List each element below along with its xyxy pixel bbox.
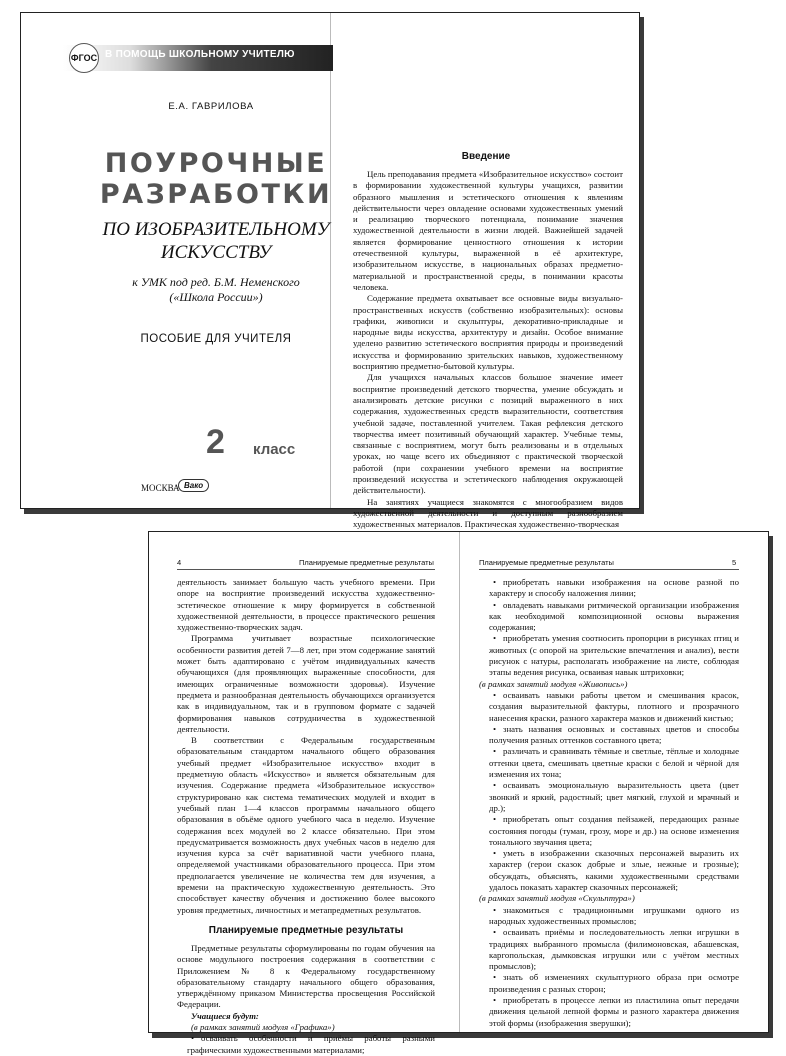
book-subtitle [61,218,371,264]
list-item: • приобретать в процессе лепки из пластилина опыт передачи движения цельной лепной формы и разного характера движения этой формы (изображения зверушки); [479,995,739,1029]
content-spread [148,531,769,1055]
list-item: • уметь в изображении сказочных персонажей выразить их характер (герои сказок добрые и злые, нежные и грозные); обсуждать, объяснять, какими художественными средствами удалось показать характер сказочных персонажей; [479,848,739,893]
list-item: • приобретать опыт создания пейзажей, передающих разные состояния погоды (туман, грозу, море и др.) на основе изменения тонального звучания цвета; [479,814,739,848]
subtitle-line: ИСКУССТВУ [160,242,272,263]
grade-word: класс [253,441,296,458]
list-item: • приобретать умения соотносить пропорции в рисунках птиц и животных (с опорой на зрительские впечатления и анализ), вести рисунок с натуры, располагать изображение на листе, соблюдая этапы ведения рисунка, осваивая навык штриховки; [479,633,739,678]
module-note: (в рамках занятий модуля «Живопись») [479,678,628,689]
list-item: • осваивать приёмы и последовательность лепки игрушки в традициях выбранного промысла (филимоновская, абашевская, каргопольская, дымковская игрушки или с учётом местных промыслов); [479,927,739,972]
list-item: • знакомиться с традиционными игрушками одного из народных художественных промыслов; [479,905,739,928]
title-line: РАЗРАБОТКИ [99,179,333,210]
students-will-label: Учащиеся будут: [191,1010,259,1021]
page-number: 5 [732,558,737,567]
list-item: • осваивать особенности и приёмы работы разными графическими художественными материалами; [177,1033,435,1056]
paragraph: Предметные результаты сформулированы по годам обучения на основе модульного построения содержания в соответствии с Приложением № 8 к Федеральному государственному образовательному стандарту начального общего образования, утверждённому приказом Министерства просвещения Российской Федерации. [177,942,435,1010]
list-item: • осваивать навыки работы цветом и смешивания красок, создания выразительной фактуры, плотного и прозрачного нанесения краски, разного характера мазков и движений кистью; [479,690,739,724]
umk-line: к УМК под ред. Б.М. Неменского [132,275,300,289]
intro-heading: Введение [461,151,511,162]
title-line: ПОУРОЧНЫЕ [104,148,328,179]
page-number: 4 [177,558,182,567]
author-name: Е.А. ГАВРИЛОВА [168,101,254,112]
grade-number: 2 [206,423,225,461]
umk-note [61,275,371,305]
page-fold [459,532,460,1032]
list-item: • различать и сравнивать тёмные и светлые, тёплые и холодные оттенки цвета, смешивать цветные краски с белой и чёрной для изменения их тона; [479,746,739,780]
list-item: • приобретать навыки изображения на основе разной по характеру и способу наложения линии; [479,577,739,600]
publisher-logo: Вако [178,479,209,492]
intro-text [353,169,623,530]
fgos-logo: ФГОС [69,43,99,73]
publisher-city: МОСКВА [141,483,180,493]
list-item: • осваивать эмоциональную выразительность цвета (цвет звонкий и яркий, радостный; цвет мягкий, глухой и мрачный и др.); [479,780,739,814]
module-note: (в рамках занятий модуля «Скульптура») [479,893,635,904]
series-title: В ПОМОЩЬ ШКОЛЬНОМУ УЧИТЕЛЮ [105,49,295,60]
running-header: Планируемые предметные результаты [299,558,434,567]
running-header: Планируемые предметные результаты [479,558,614,567]
header-rule [479,569,739,570]
paragraph: Для учащихся начальных классов большое значение имеет восприятие произведений детского творчества, умение обсуждать и анализировать детские рисунки с позиций выраженного в них содержания, художественных средств выразительности, соответствия учебной задаче, поставленной учителем. Такая рефлексия детского творчества имеет позитивный обучающий характер. Учебные темы, связанные с восприятием, могут быть реализованы и в отдельных уроках, но чаще всего их объединяют с практической творческой работой (при сохранении учебного времени на восприятие произведений искусства и эстетического наблюдения окружающей действительности). [353,372,623,496]
subtitle-line: ПО ИЗОБРАЗИТЕЛЬНОМУ [102,219,330,240]
paragraph: Содержание предмета охватывает все основные виды визуально-пространственных искусств (собственно изобразительных): основы графики, живописи и скульптуры, декоративно-прикладные и народные виды искусства, архитектуру и дизайн. Особое внимание уделено развитию эстетического восприятия природы и произведений искусства и формированию зрительских навыков, художественному восприятию предметно-бытовой культуры. [353,293,623,372]
page-4-text [177,577,435,1055]
section-heading: Планируемые предметные результаты [208,924,404,936]
paragraph: Цель преподавания предмета «Изобразительное искусство» состоит в формировании художественной культуры учащихся, развитии образного мышления и эстетического отношения к явлениям действительности через овладение основами художественных умений и реализацию творческого потенциала, понимание значения художественной деятельности в жизни людей. Важнейшей задачей является формирование ценностного отношения к истории отечественной культуры, выраженной в её архитектуре, изобразительном искусстве, в национальных образах предметно-материальной и пространственной среды, в понимании красоты человека. [353,169,623,292]
umk-line: («Школа России») [169,290,263,304]
book-title [61,148,371,210]
page-5-text [479,577,739,1028]
audience-label: ПОСОБИЕ ДЛЯ УЧИТЕЛЯ [140,333,292,345]
paragraph: Программа учитывает возрастные психологические особенности развития детей 7—8 лет, при этом содержание занятий может быть адаптировано с учётом индивидуальных качеств обучающихся (для проявляющих выраженные способности, для имеющих ограниченные возможности здоровья). Изучение предмета и разнообразная деятельность обучающихся организуется как в индивидуальном, так и в групповом формате с задачей формирования навыков сотрудничества в художественной деятельности. [177,633,435,734]
module-note: (в рамках занятий модуля «Графика») [191,1021,335,1032]
list-item: • знать об изменениях скульптурного образа при осмотре произведения с разных сторон; [479,972,739,995]
cover-spread [20,12,640,530]
list-item: • знать названия основных и составных цветов и способы получения разных оттенков составного цвета; [479,724,739,747]
paragraph: В соответствии с Федеральным государственным образовательным стандартом начального общего образования учебный предмет «Изобразительное искусство» входит в предметную область «Искусство» и является обязательным для изучения. Содержание предмета «Изобразительное искусство» структурировано как система тематических модулей и входит в учебный план 1—4 классов программы начального общего образования в объёме одного учебного часа в неделю. Изучение содержания всех модулей во 2 классе обязательно. При этом предусматривается возможность двух учебных часов в неделю для изучения курса за счёт вариативной части учебного плана, определяемой участниками образовательного процесса. При этом предполагается увеличение не количества тем для изучения, а времени на практическую художественную деятельность. Это способствует качеству обучения и достижению более высокого уровня предметных, личностных и метапредметных результатов. [177,735,435,915]
header-rule [177,569,435,570]
list-item: • овладевать навыками ритмической организации изображения как необходимой композиционной основы выражения содержания; [479,600,739,634]
paragraph: На занятиях учащиеся знакомятся с многообразием видов художественной деятельности и доступным разнообразием художественных материалов. Практическая художественно-творческая [353,496,623,530]
paragraph: деятельность занимает большую часть учебного времени. При опоре на восприятие произведений искусства художественно-эстетическое отношение к миру формируется в собственной художественной деятельности, в процессе практического решения художественно-творческих задач. [177,577,435,633]
